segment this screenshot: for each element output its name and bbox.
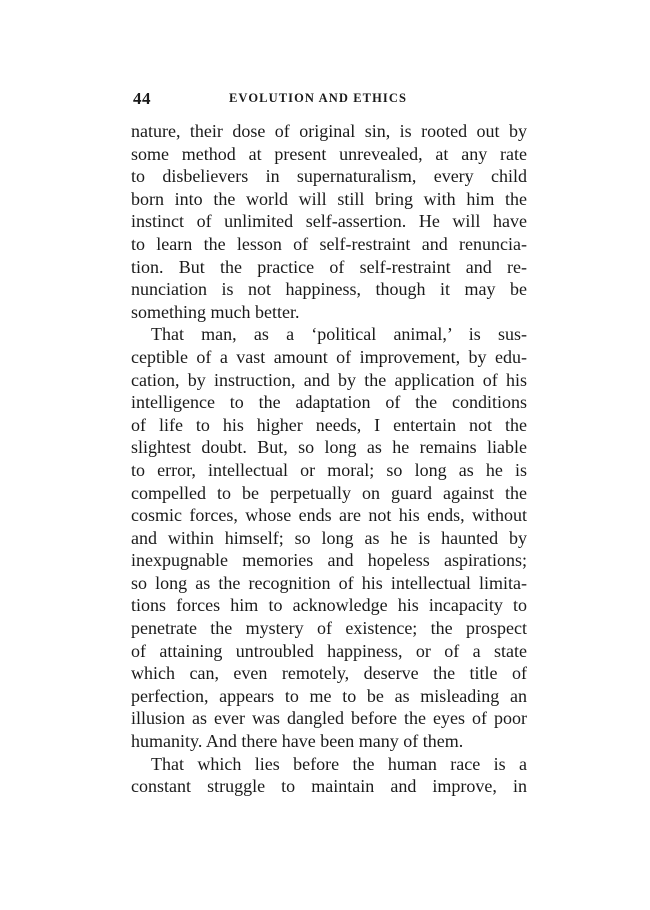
body-text xyxy=(131,120,527,798)
text-line: inexpugnable memories and hopeless aspirations; xyxy=(131,550,527,571)
text-line: nunciation is not happiness, though it may be xyxy=(131,279,527,300)
text-line: cation, by instruction, and by the application of his xyxy=(131,369,527,390)
text-line: compelled to be perpetually on guard against the xyxy=(131,482,527,503)
text-line: so long as the recognition of his intellectual limita- xyxy=(131,572,527,593)
text-line: intelligence to the adaptation of the conditions xyxy=(131,392,527,413)
text-line: ceptible of a vast amount of improvement, by edu- xyxy=(131,346,527,367)
paragraph-first-line: That which lies before the human race is a xyxy=(151,753,527,774)
text-line: tion. But the practice of self-restraint and re- xyxy=(131,256,527,277)
text-line: and within himself; so long as he is haunted by xyxy=(131,527,527,548)
page-number: 44 xyxy=(133,89,151,108)
text-line: instinct of unlimited self-assertion. He will have xyxy=(131,211,527,232)
paragraph-last-line: humanity. And there have been many of them. xyxy=(131,731,464,752)
paragraph-first-line: That man, as a ‘political animal,’ is sus- xyxy=(151,324,527,345)
text-line: cosmic forces, whose ends are not his ends, without xyxy=(131,505,527,526)
text-line: constant struggle to maintain and improve, in xyxy=(131,776,527,797)
text-line: to disbelievers in supernaturalism, every child xyxy=(131,166,527,187)
text-line: which can, even remotely, deserve the title of xyxy=(131,663,527,684)
text-line: of life to his higher needs, I entertain not the xyxy=(131,414,527,435)
text-line: to learn the lesson of self-restraint and renuncia- xyxy=(131,233,527,254)
text-line: of attaining untroubled happiness, or of a state xyxy=(131,640,527,661)
text-line: nature, their dose of original sin, is rooted out by xyxy=(131,121,527,141)
paragraph-last-line: something much better. xyxy=(131,301,300,322)
running-head: EVOLUTION AND ETHICS xyxy=(229,91,408,105)
text-line: illusion as ever was dangled before the eyes of poor xyxy=(131,708,527,729)
text-line: perfection, appears to me to be as misleading an xyxy=(131,685,527,706)
text-line: some method at present unrevealed, at any rate xyxy=(131,143,527,164)
text-line: born into the world will still bring with him the xyxy=(131,188,527,209)
text-line: slightest doubt. But, so long as he remains liable xyxy=(131,437,527,458)
text-line: tions forces him to acknowledge his incapacity to xyxy=(131,595,527,616)
text-line: to error, intellectual or moral; so long as he is xyxy=(131,459,527,480)
text-line: penetrate the mystery of existence; the prospect xyxy=(131,618,527,639)
